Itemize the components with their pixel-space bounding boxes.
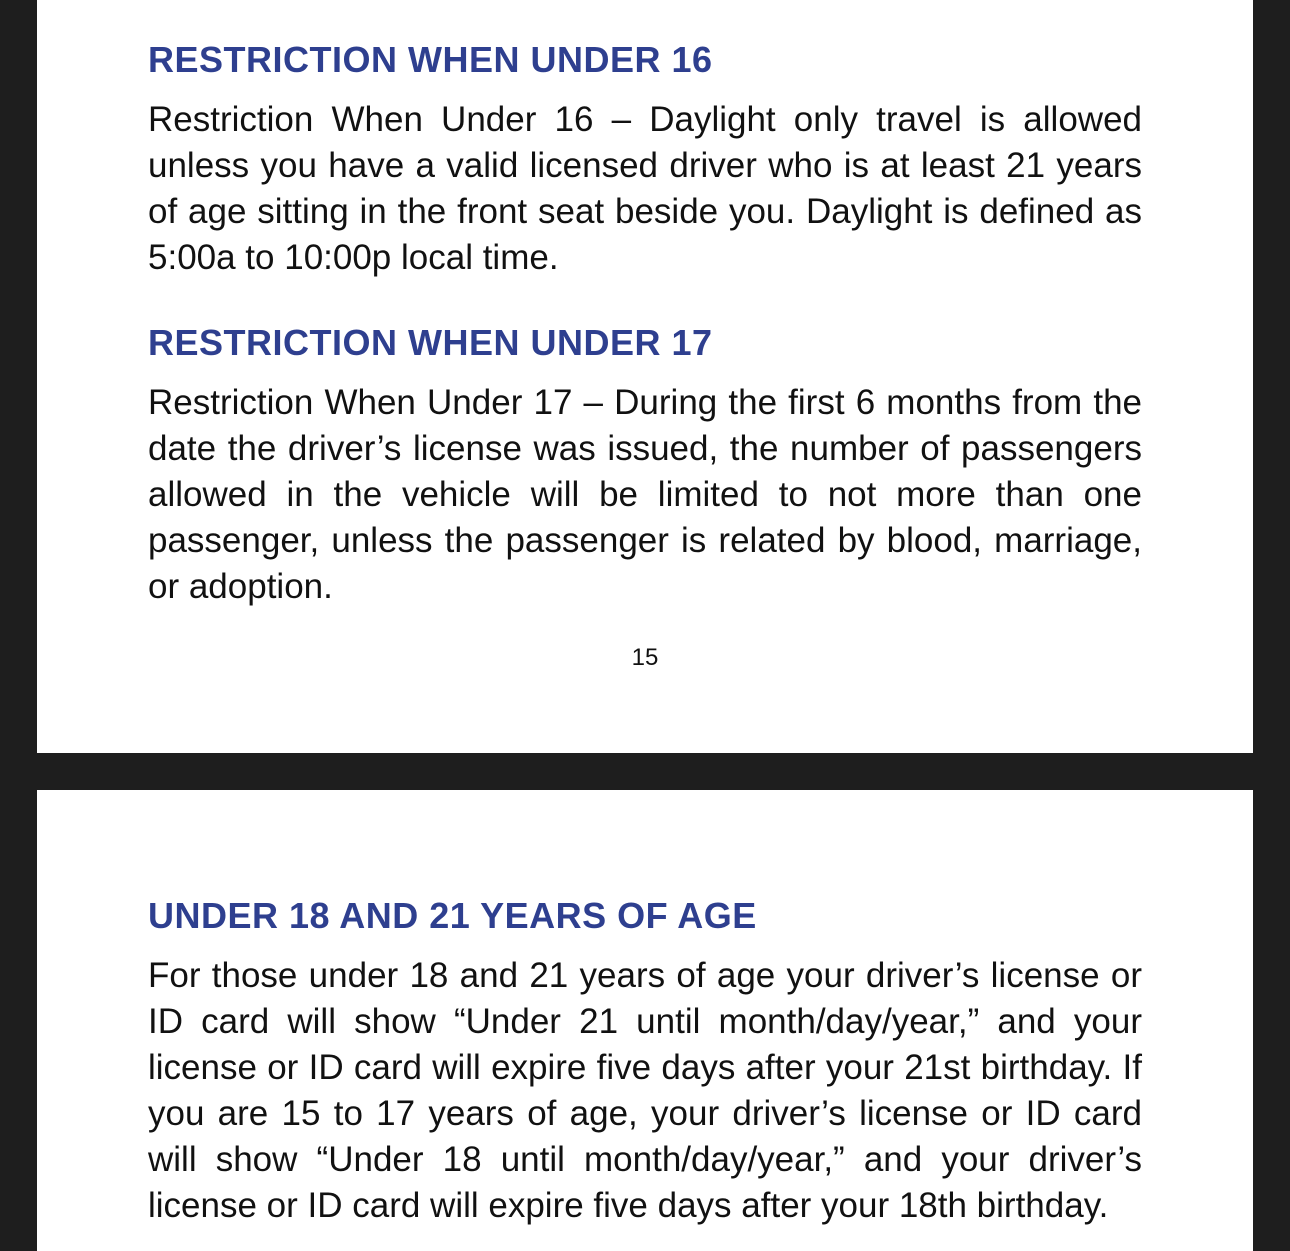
section-body-under-18-and-21: For those under 18 and 21 years of age your driver’s license or ID card will show “Under 21 until month/day/year,” and your license or ID card will expire five days after your 21st birthday. If you are 15 to 17 years of age, your driver’s license or ID card will show “Under 18 until month/day/year,” and your driver’s license or ID card will expire five days after your 18th birthday. — [148, 956, 1142, 1225]
section-heading-under-17: RESTRICTION WHEN UNDER 17 — [148, 322, 713, 363]
page-number: 15 — [631, 644, 659, 671]
section-heading-under-18-and-21: UNDER 18 AND 21 YEARS OF AGE — [148, 895, 757, 936]
document-page-16 — [37, 790, 1253, 1251]
document-page-15 — [37, 0, 1253, 753]
section-body-under-17: Restriction When Under 17 – During the first 6 months from the date the driver’s license was issued, the number of passengers allowed in the vehicle will be limited to not more than one passenger, unless the passenger is related by blood, marriage, or adoption. — [148, 383, 1142, 606]
section-heading-under-16: RESTRICTION WHEN UNDER 16 — [148, 39, 713, 80]
section-body-under-16: Restriction When Under 16 – Daylight only travel is allowed unless you have a valid licensed driver who is at least 21 years of age sitting in the front seat beside you. Daylight is defined as 5:00a to 10:00p local time. — [148, 100, 1142, 277]
